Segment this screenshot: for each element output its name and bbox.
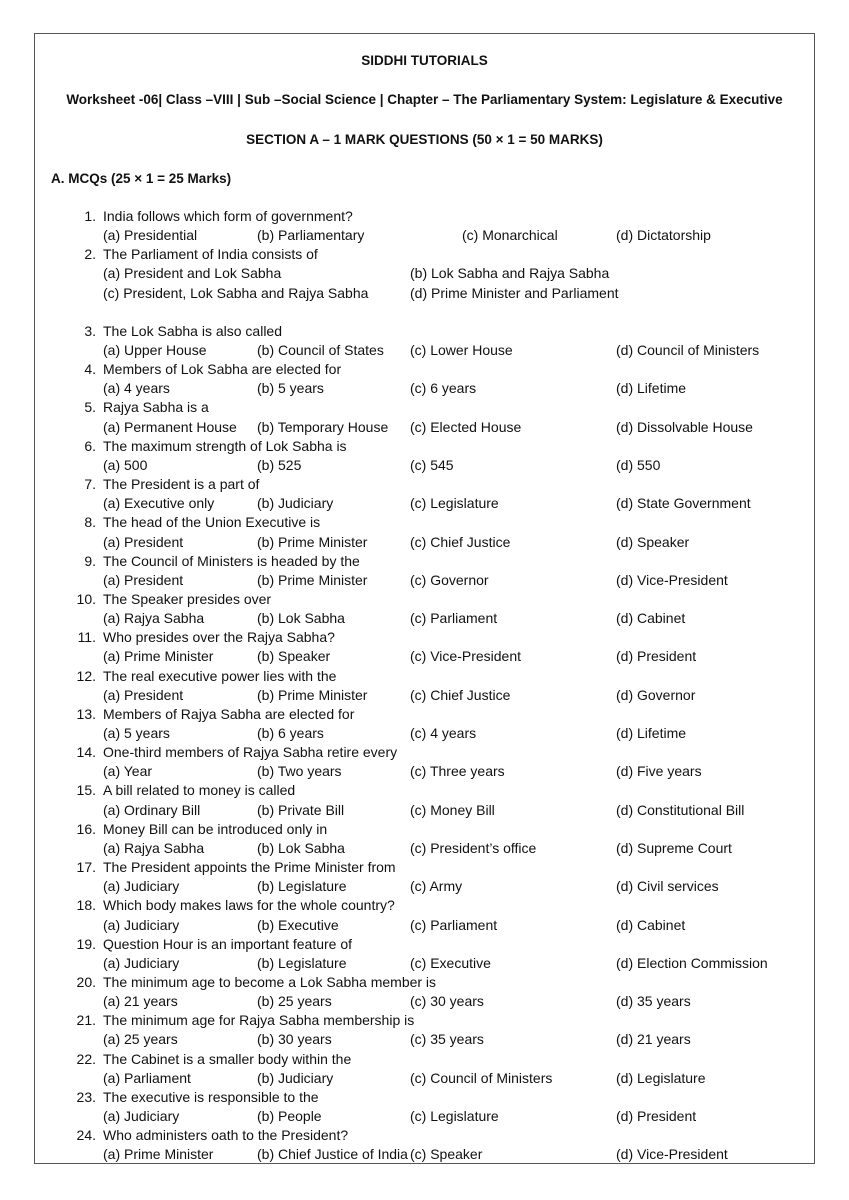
question-row [0,207,849,226]
option-d: (d) Governor [616,686,696,703]
question-row [0,1011,849,1030]
option-a: (a) 500 [103,456,148,473]
options-row [0,686,849,705]
question-text: The executive is responsible to the [103,1088,319,1105]
question-text: Who presides over the Rajya Sabha? [103,629,335,646]
option-c: (c) President, Lok Sabha and Rajya Sabha [103,284,369,301]
options-row [0,1069,849,1088]
option-a: (a) Upper House [103,342,207,359]
option-c: (c) Three years [410,763,505,780]
option-a: (a) Judiciary [103,1108,180,1125]
question-row [0,935,849,954]
question-text: The maximum strength of Lok Sabha is [103,437,347,454]
option-b: (b) People [257,1108,322,1125]
option-c: (c) Legislature [410,1108,499,1125]
question-row [0,705,849,724]
option-c: (c) Parliament [410,916,498,933]
options-row [0,1145,849,1164]
options-row [0,609,849,628]
option-c: (c) Elected House [410,418,522,435]
option-c: (c) Council of Ministers [410,1069,553,1086]
question-item [0,628,849,666]
question-row [0,667,849,686]
options-row [0,456,849,475]
option-b: (b) Prime Minister [257,571,368,588]
option-c: (c) Monarchical [462,227,558,244]
option-c: (c) 545 [410,456,454,473]
option-a: (a) President and Lok Sabha [103,265,282,282]
option-d: (d) Cabinet [616,916,686,933]
option-c: (c) 30 years [410,993,484,1010]
options-row [0,226,849,245]
option-d: (d) Speaker [616,533,690,550]
question-row [0,1088,849,1107]
options-row [0,533,849,552]
question-number: 22. [76,1050,96,1067]
question-text: Which body makes laws for the whole country? [103,897,395,914]
question-text: Members of Rajya Sabha are elected for [103,705,355,722]
option-a: (a) Rajya Sabha [103,610,205,627]
question-number: 12. [76,667,96,684]
question-number: 21. [76,1012,96,1029]
option-b: (b) Executive [257,916,339,933]
options-row [0,264,849,283]
question-row [0,896,849,915]
question-number: 15. [76,782,96,799]
option-d: (d) Constitutional Bill [616,801,745,818]
option-b: (b) Judiciary [257,495,334,512]
option-d: (d) 550 [616,456,661,473]
options-row [0,379,849,398]
option-c: (c) President’s office [410,839,537,856]
question-row [0,781,849,800]
option-b: (b) Judiciary [257,1069,334,1086]
question-row [0,245,849,264]
question-text: A bill related to money is called [103,782,296,799]
option-d: (d) Vice-President [616,571,728,588]
options-row [0,1107,849,1126]
question-item [0,896,849,934]
question-item [0,513,849,551]
options-row [0,762,849,781]
question-item [0,590,849,628]
question-row [0,398,849,417]
question-text: The Parliament of India consists of [103,246,318,263]
question-number: 2. [84,246,96,263]
options-row [0,647,849,666]
option-a: (a) 21 years [103,993,178,1010]
option-b: (b) Council of States [257,342,384,359]
option-b: (b) Lok Sabha [257,610,345,627]
options-row [0,839,849,858]
option-d: (d) Legislature [616,1069,706,1086]
options-row [0,1030,849,1049]
question-row [0,360,849,379]
option-b: (b) 6 years [257,725,324,742]
option-d: (d) Dissolvable House [616,418,753,435]
option-a: (a) Rajya Sabha [103,839,205,856]
question-text: Money Bill can be introduced only in [103,820,328,837]
option-a: (a) Prime Minister [103,1146,214,1163]
question-number: 9. [84,552,96,569]
question-text: The real executive power lies with the [103,667,337,684]
option-b: (b) 5 years [257,380,324,397]
options-row [0,571,849,590]
question-text: India follows which form of government? [103,208,353,224]
question-item [0,667,849,705]
question-item [0,245,849,322]
question-row [0,1050,849,1069]
question-item [0,935,849,973]
question-number: 18. [76,897,96,914]
question-text: The Cabinet is a smaller body within the [103,1050,352,1067]
option-c: (c) Lower House [410,342,513,359]
question-item [0,781,849,819]
option-d: (d) 21 years [616,1031,691,1048]
section-heading: SECTION A – 1 MARK QUESTIONS (50 × 1 = 50 MARKS) [246,132,603,147]
option-c: (c) Executive [410,954,491,971]
option-a: (a) Year [103,763,153,780]
option-c: (c) Legislature [410,495,499,512]
option-c: (c) Vice-President [410,648,522,665]
option-d: (d) Supreme Court [616,839,732,856]
question-item [0,705,849,743]
option-b: (b) 30 years [257,1031,332,1048]
question-text: Who administers oath to the President? [103,1127,349,1144]
option-d: (d) 35 years [616,993,691,1010]
worksheet-title: Worksheet -06| Class –VIII | Sub –Social Science | Chapter – The Parliamentary System: Legislature & Executive [66,92,783,107]
option-b: (b) Prime Minister [257,686,368,703]
option-a: (a) 5 years [103,725,170,742]
question-row [0,1126,849,1145]
option-b: (b) Parliamentary [257,227,365,244]
question-item [0,820,849,858]
option-b: (b) Lok Sabha and Rajya Sabha [410,265,610,282]
question-row [0,743,849,762]
question-text: The President is a part of [103,476,260,493]
question-item [0,1126,849,1164]
options-row [0,801,849,820]
question-item [0,360,849,398]
option-b: (b) Chief Justice of India [257,1146,408,1163]
question-row [0,475,849,494]
question-row [0,590,849,609]
options-row [0,341,849,360]
option-c: (c) Money Bill [410,801,495,818]
option-b: (b) Lok Sabha [257,839,345,856]
option-b: (b) Speaker [257,648,331,665]
question-item [0,858,849,896]
question-text: Members of Lok Sabha are elected for [103,361,342,378]
options-row [0,724,849,743]
option-a: (a) Judiciary [103,878,180,895]
option-a: (a) President [103,571,184,588]
option-b: (b) Temporary House [257,418,389,435]
option-d: (d) Prime Minister and Parliament [410,284,619,301]
question-text: Rajya Sabha is a [103,399,209,416]
question-row [0,858,849,877]
question-number: 11. [77,629,96,646]
question-item [0,1088,849,1126]
subsection-heading: A. MCQs (25 × 1 = 25 Marks) [51,171,232,186]
option-c: (c) Parliament [410,610,498,627]
question-number: 7. [84,476,96,493]
question-number: 1. [84,208,96,224]
question-text: The President appoints the Prime Minister from [103,859,396,876]
option-c: (c) Army [410,878,463,895]
option-a: (a) President [103,533,184,550]
question-number: 13. [76,705,96,722]
option-c: (c) 35 years [410,1031,484,1048]
question-number: 19. [76,935,96,952]
question-item [0,1050,849,1088]
option-d: (d) State Government [616,495,751,512]
question-text: The minimum age to become a Lok Sabha member is [103,973,437,990]
option-c: (c) 4 years [410,725,477,742]
question-row [0,628,849,647]
question-number: 4. [84,361,96,378]
question-number: 10. [76,590,96,607]
question-row [0,552,849,571]
question-item [0,437,849,475]
option-b: (b) Legislature [257,954,347,971]
question-row [0,513,849,532]
options-row [0,877,849,896]
option-a: (a) Presidential [103,227,198,244]
option-a: (a) Parliament [103,1069,191,1086]
question-item [0,1011,849,1049]
options-row [0,418,849,437]
question-number: 24. [76,1127,96,1144]
question-row [0,973,849,992]
option-d: (d) Lifetime [616,380,687,397]
option-c: (c) 6 years [410,380,477,397]
question-text: Question Hour is an important feature of [103,935,353,952]
option-a: (a) Judiciary [103,916,180,933]
option-a: (a) Ordinary Bill [103,801,201,818]
question-number: 8. [84,514,96,531]
option-a: (a) 25 years [103,1031,178,1048]
option-d: (d) President [616,648,697,665]
question-text: The minimum age for Rajya Sabha membership is [103,1012,415,1029]
question-number: 14. [76,744,96,761]
option-d: (d) Lifetime [616,725,687,742]
question-item [0,552,849,590]
question-number: 16. [76,820,96,837]
option-b: (b) 525 [257,456,302,473]
option-a: (a) Judiciary [103,954,180,971]
option-c: (c) Chief Justice [410,686,511,703]
question-number: 23. [76,1088,96,1105]
question-row [0,437,849,456]
options-row [0,954,849,973]
option-a: (a) 4 years [103,380,170,397]
options-row [0,992,849,1011]
question-text: One-third members of Rajya Sabha retire every [103,744,398,761]
question-item [0,207,849,245]
option-b: (b) Private Bill [257,801,345,818]
question-number: 17. [76,859,96,876]
option-b: (b) Legislature [257,878,347,895]
question-number: 5. [84,399,96,416]
question-text: The Speaker presides over [103,590,272,607]
question-item [0,475,849,513]
question-item [0,973,849,1011]
option-d: (d) Council of Ministers [616,342,760,359]
question-number: 20. [76,973,96,990]
question-row [0,322,849,341]
option-d: (d) Dictatorship [616,227,711,244]
question-item [0,398,849,436]
options-row [0,494,849,513]
option-a: (a) Prime Minister [103,648,214,665]
question-text: The Council of Ministers is headed by the [103,552,360,569]
option-b: (b) Prime Minister [257,533,368,550]
school-name: SIDDHI TUTORIALS [361,53,488,68]
option-c: (c) Governor [410,571,489,588]
question-text: The Lok Sabha is also called [103,322,282,339]
question-number: 3. [84,322,96,339]
option-a: (a) President [103,686,184,703]
question-item [0,743,849,781]
option-d: (d) Five years [616,763,702,780]
option-b: (b) 25 years [257,993,332,1010]
option-d: (d) Vice-President [616,1146,728,1163]
question-list [0,207,849,1164]
question-number: 6. [84,437,96,454]
option-d: (d) Election Commission [616,954,768,971]
options-row [0,284,849,303]
question-item [0,322,849,360]
option-c: (c) Chief Justice [410,533,511,550]
option-d: (d) Civil services [616,878,719,895]
question-text: The head of the Union Executive is [103,514,321,531]
option-a: (a) Executive only [103,495,215,512]
option-b: (b) Two years [257,763,342,780]
option-c: (c) Speaker [410,1146,483,1163]
question-row [0,820,849,839]
option-d: (d) President [616,1108,697,1125]
options-row [0,916,849,935]
option-d: (d) Cabinet [616,610,686,627]
option-a: (a) Permanent House [103,418,237,435]
